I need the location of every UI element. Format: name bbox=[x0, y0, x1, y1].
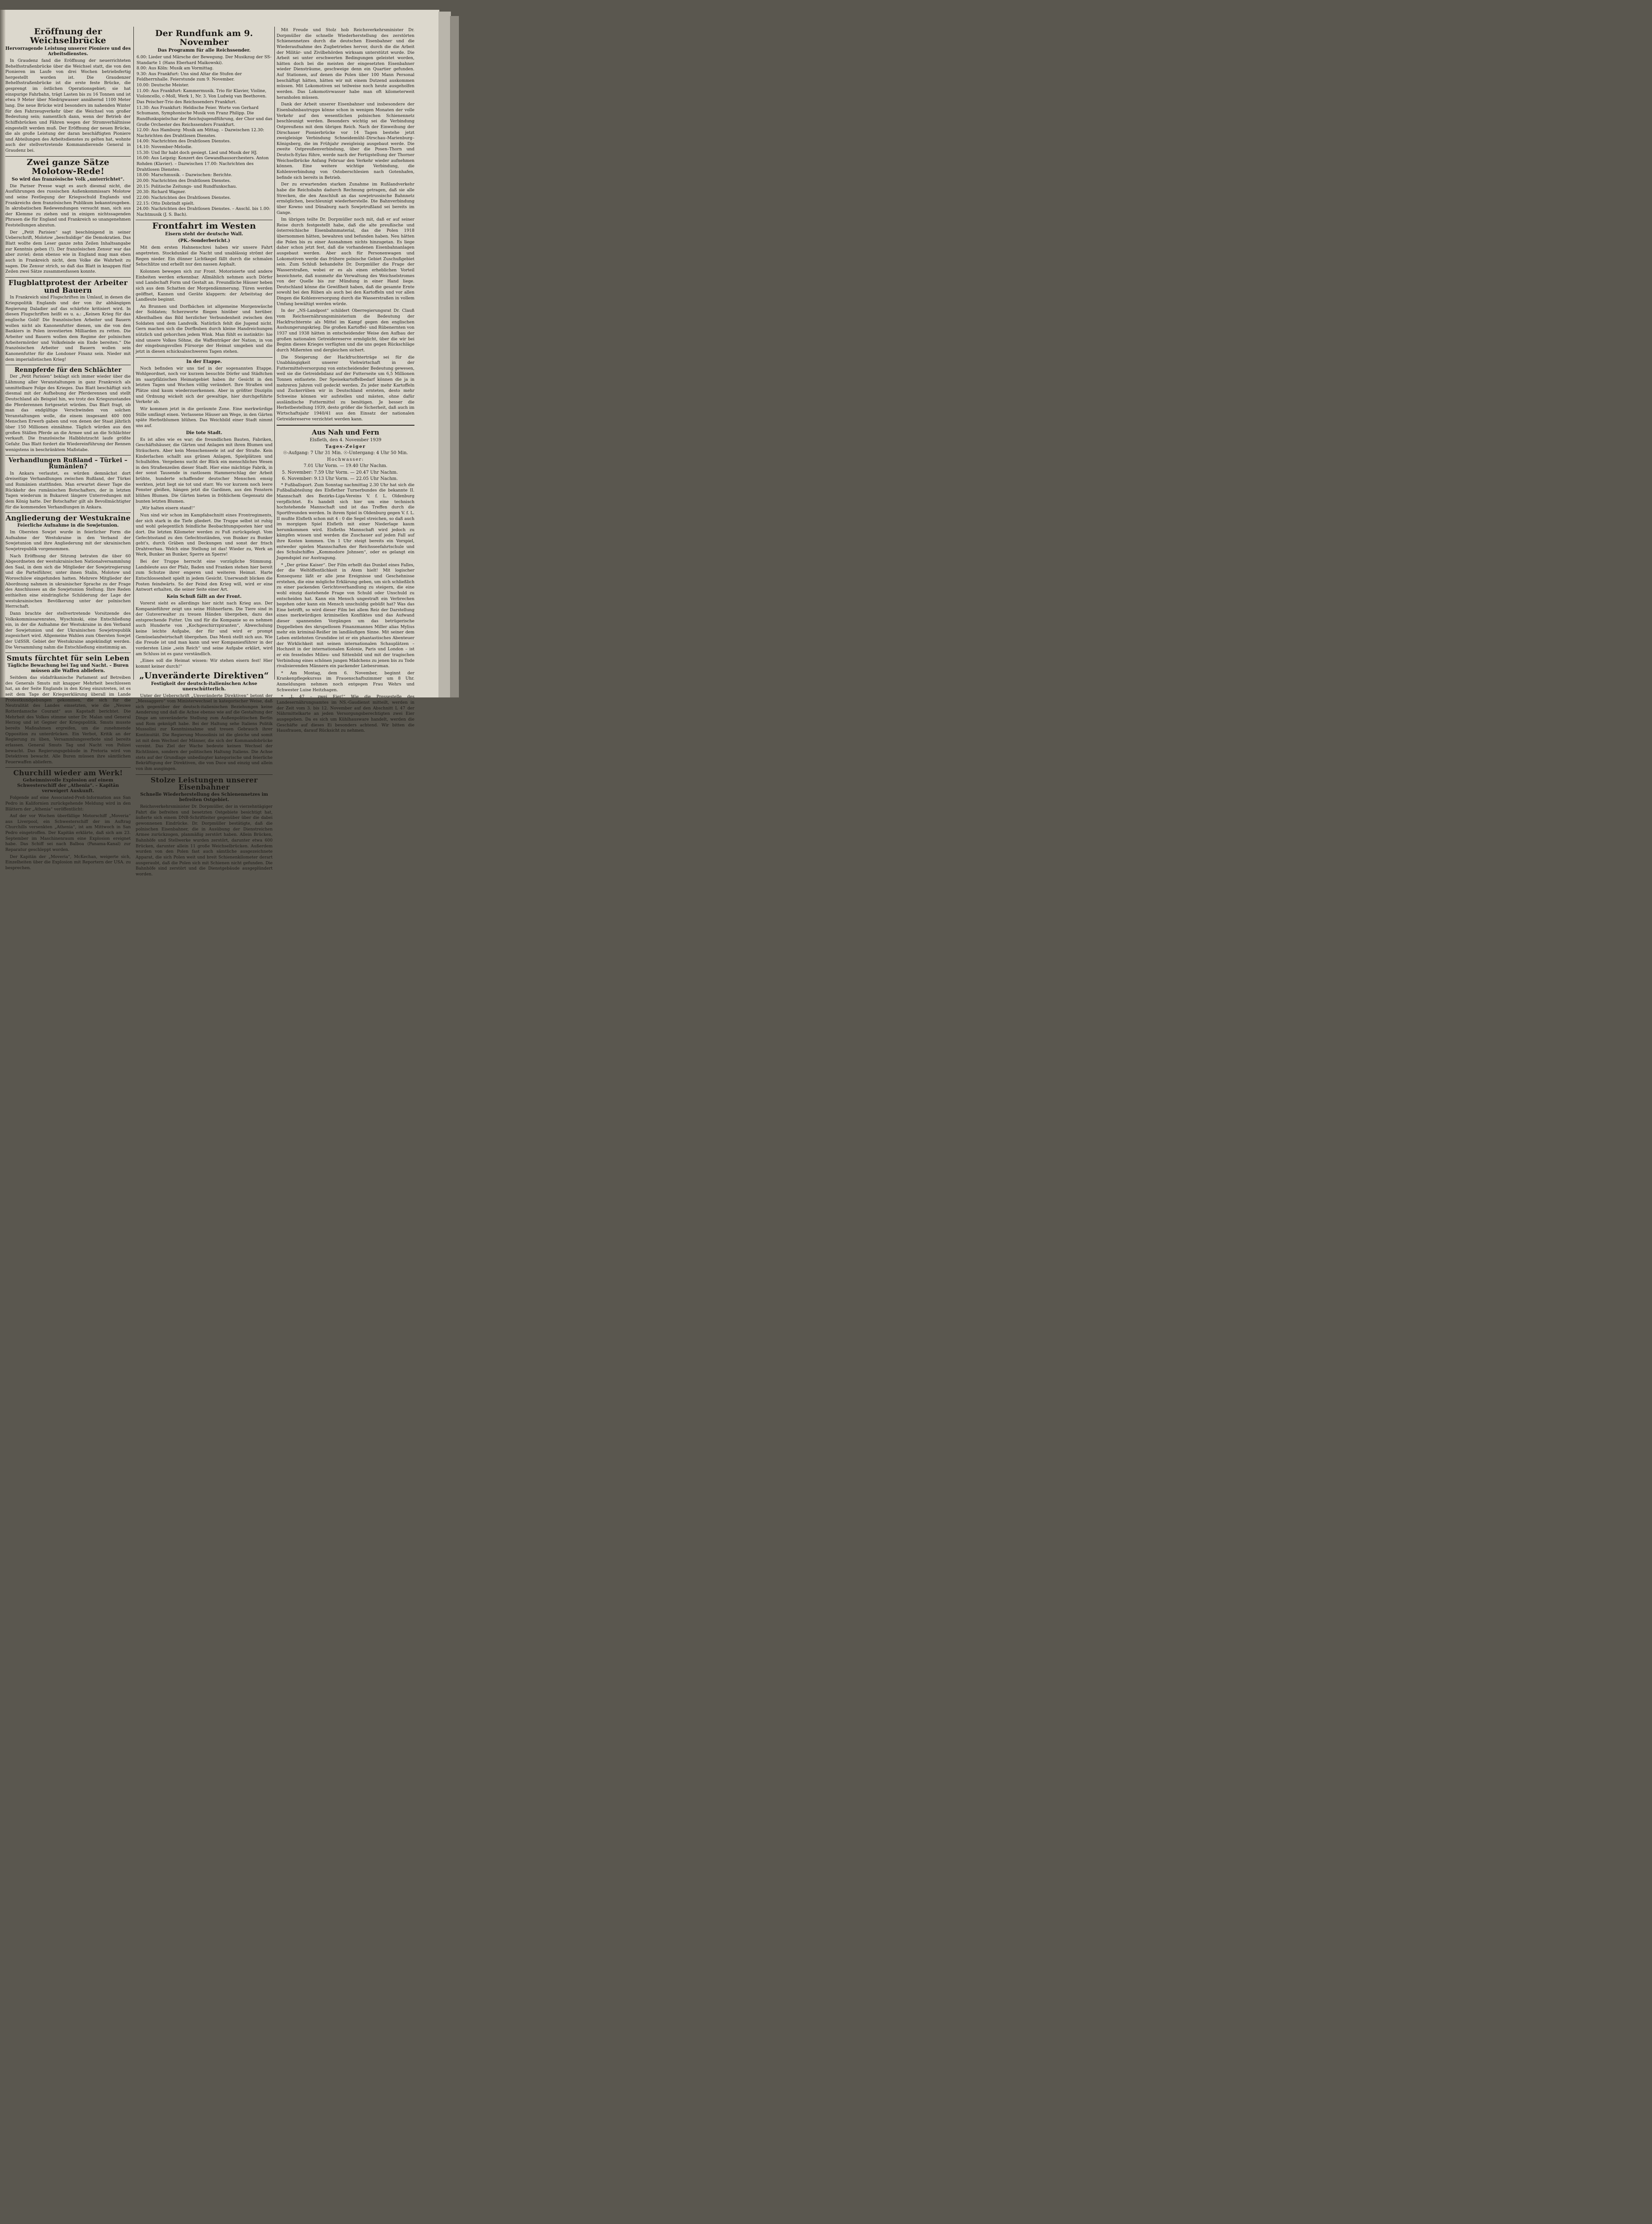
article-paragraph: Die Steigerung der Hackfruchterträge sei für die Unabhängigkeit unserer Viehwirtschaft in der Futtermittelversorgung von entscheidender Bedeutung gewesen, weil sie die Getreidebilanz auf der Futterseite um 6,5 Millionen Tonnen entlastete. Der Speisekartoffelbedarf können die ja in mehreren Jahren voll gedeckt werden. Zu jeder mehr Kartoffeln und Zuckerrüben wir in Deutschland ernteten, desto mehr Schweine können wir aufstellen und mästen, ohne dafür ausländische Futtermittel zu benötigen. Je besser die Herbstbestellung 1939, desto größer die Sicherheit, daß auch im Wirtschaftsjahr 1940/41 aus den Einsatz der nationalen Getreidereserve verzichtet werden kann. bbox=[277, 355, 414, 422]
page-edge-back bbox=[450, 16, 459, 697]
article bbox=[136, 431, 273, 593]
local-news-item: * Am Montag, dem 6. November, beginnt der Krankenpflegekursus im Frauenschaftszimmer um 8 Uhr. Anmeldungen nehmen noch entgegen Frau Wehrs und Schwester Luise Heitzhagen. bbox=[277, 670, 414, 693]
article-paragraph: Dank der Arbeit unserer Eisenbahner und insbesondere der Eisenbahnbautrupps könne schon in wenigen Monaten der volle Verkehr auf den wesentlichen polnischen Schienennetz beschleunigt werden. Besonders wichtig sei die Verbindung Ostpreußens mit dem übrigen Reich. Nach der Einweihung der Dirschauer Pionierbrücke vor 14 Tagen bestehe jetzt zweigleisige Verbindung Schneidemühl–Dirschau–Marienburg–Königsberg, die im Frühjahr zweigleisig ausgebaut werde. Die zweite Ostpreußenverbindung, über die Posen–Thorn und Deutsch-Eylau führe, werde nach der Fertigstellung der Thorner Weichselbrücke Anfang Februar den Verkehr wieder aufnehmen können. Eine weitere wichtige Verbindung, die Kohlenverbindung von Ostoberschlesien nach Gotenhafen, befinde sich bereits in Betrieb. bbox=[277, 102, 414, 180]
article-paragraph: Im übrigen teilte Dr. Dorpmüller noch mit, daß er auf seiner Reise durch festgestellt habe, daß die alte preußische und österreichische Eisenbahnmaterial, das die Polen 1918 übernommen hätten, bewahren und befunden haben. Neu hätten die Polen bis zu einer Ausnahmen nichts hinzugetan. Es liege daher schon jetzt fest, daß die vorhandenen Eisenbahnanlagen ausgebaut werden. Aber auch für Personenwagen und Lokomotiven werde das frühere polnische Gebiet Zuschußgebiet sein. Zum Schluß behandelte Dr. Dorpmüller die Frage der Wasserstraßen, wobei er es als einen erheblichen Vorteil bezeichnete, daß nunmehr die Verwaltung des Weichselstromes von der Quelle bis zur Mündung in einer Hand liege. Deutschland könne die Gewißheit haben, daß die gesamte Ernte sowohl bei den Rüben als auch bei den Kartoffeln und vor allen Dingen die Kohlenversorgung durch die Wasserstraßen in vollem Umfang bewältigt werden würde. bbox=[277, 217, 414, 306]
section-rule bbox=[136, 357, 273, 358]
column-rule bbox=[133, 27, 134, 680]
article-subheadline: Hervorragende Leistung unserer Pioniere und des Arbeitsdienstes. bbox=[5, 46, 131, 56]
article-paragraph: „Eines soll die Heimat wissen: Wir stehen eisern fest! Hier kommt keiner durch!“ bbox=[136, 658, 273, 669]
program-item: 20.30: Richard Wagner. bbox=[137, 189, 186, 195]
program-item: 22.00: Nachrichten des Drahtlosen Dienstes. bbox=[137, 195, 231, 200]
local-news-headline: Aus Nah und Fern bbox=[312, 428, 379, 437]
program-item: 24.00: Nachrichten des Drahtlosen Dienstes. – Anschl. bis 1.00: Nachtmusik (J. S. Bach). bbox=[137, 206, 270, 217]
article-subheadline: Feierliche Aufnahme in die Sowjetunion. bbox=[17, 523, 119, 528]
section-subhead: Die tote Stadt. bbox=[186, 430, 222, 435]
scan-background bbox=[0, 0, 468, 877]
article bbox=[136, 672, 273, 772]
article bbox=[136, 777, 273, 878]
article-subheadline: Tägliche Bewachung bei Tag und Nacht. – Buren müssen alle Waffen abliefern. bbox=[7, 663, 129, 674]
program-item: 10.00: Deutsche Meister. bbox=[137, 83, 189, 88]
column-left bbox=[5, 26, 131, 870]
article-paragraph: In Ankara verlautet, es würden demnächst dort dreiseitige Verhandlungen zwischen Rußland, der Türkei und Rumänien stattfinden. Man erwartet dieser Tage die Rückkehr des rumänischen Botschafters, der in letzten Tagen wiederum in Bukarest längere Unterredungen mit dem König hatte. Der Botschafter gilt als Bevollmächtigter für die kommenden Verhandlungen in Ankara. bbox=[5, 471, 131, 510]
tages-zeiger-title: Tages-Zeiger bbox=[325, 444, 366, 449]
article-headline: Rennpferde für den Schlächter bbox=[14, 367, 122, 374]
article-paragraph: „Wir halten eisern stand!“ bbox=[140, 506, 195, 511]
program-item: 6.00: Lieder und Märsche der Bewegung. Der Musikzug der SS-Standarte 1 (Hans Eberhard Maikowski). bbox=[137, 54, 272, 65]
program-item: 20.15: Politische Zeitungs- und Rundfunkschau. bbox=[137, 184, 237, 189]
article-subheadline: Eisern steht der deutsche Wall. bbox=[165, 232, 243, 237]
program-item: 9.30: Aus Frankfurt: Uns sind Altar die Stufen der Feldherrnhalle. Feierstunde zum 9. November. bbox=[137, 71, 242, 82]
article-paragraph: Folgende auf eine Associated-Preß-Information aus San Pedro in Kalifornien zurückgehende Meldung wird in den Blättern der „Athenia“ veröffentlicht: bbox=[5, 795, 131, 812]
program-subheadline: Das Programm für alle Reichssender. bbox=[157, 48, 251, 53]
high-water-time: 5. November: 7.59 Uhr Vorm. — 20.47 Uhr Nachm. bbox=[282, 470, 398, 475]
program-item: 14.10: November-Melodie. bbox=[137, 145, 193, 150]
article-paragraph: Wir kommen jetzt in die geräumte Zone. Eine merkwürdige Stille umfängt einen. Verlassene Häuser am Wege, in den Gärten späte Herbstblumen blühen. Das Weichbild einer Stadt nimmt uns auf. bbox=[136, 407, 273, 428]
article bbox=[5, 279, 131, 363]
program-item: 12.00: Aus Hamburg: Musik am Mittag. – Dazwischen 12.30: Nachrichten des Drahtlosen Dienstes. bbox=[137, 128, 265, 138]
article-headline: Angliederung der Westukraine bbox=[5, 514, 131, 523]
program-item: 14.00: Nachrichten des Drahtlosen Dienstes. bbox=[137, 139, 231, 144]
article-paragraph: Im Obersten Sowjet wurde in feierlicher Form die Aufnahme der Westukraine in den Verband der Sowjetunion und ihre Angliederung mit der ukrainischen Sowjetrepublik vorgenommen. bbox=[5, 529, 131, 552]
article-paragraph: Mit dem ersten Hahnenschrei haben wir unsere Fahrt angetreten. Stockdunkel die Nacht und unablässig strömt der Regen nieder. Ein dünner Lichtkegel fällt durch die schmalen Sehschlitze und erhellt nur den nassen Asphalt. bbox=[136, 245, 273, 267]
article-paragraph: In Graudenz fand die Eröffnung der neuerrichteten Behelfsstraßenbrücke über die Weichsel statt, die von den Pionieren im Laufe von drei Wochen betriebsfertig hergestellt worden ist. Die Graudenzer Behelfsstraßenbrücke ist die erste feste Brücke, die gesprengt im östlichen Operationsgebiet; sie hat einspurige Fahrbahn, trägt Lasten bis zu 16 Tonnen und ist etwa 9 Meter über Niedrigwasser annähernd 1100 Meter lang. Die neue Brücke wird besonders im nahenden Winter für den Fahrzeugverkehr über die Weichsel von großer Bedeutung sein; namentlich dann, wenn der Betrieb der Schiffsbrücken und Fähren wegen der Stromverhältnisse eingestellt werden muß. Der Eröffnung der neuen Brücke, die als große Leistung der daran beschäftigten Pioniere und Abteilungen des Arbeitsdienstes zu gelten hat, wohnte auch der stellvertretende Kommandierende General in Graudenz bei. bbox=[5, 58, 131, 153]
program-item: 15.30: Und Ihr habt doch gesiegt. Lied und Musik der HJ. bbox=[137, 150, 257, 155]
article-paragraph: Die Pariser Presse wagt es auch diesmal nicht, die Ausführungen des russischen Außenkommissars Molotow und seine Festlegung der Kriegsschuld Englands und Frankreichs dem französischen Publikum bekanntzugeben. In akrobatischen Redewendungen versucht man, sich aus der Klemme zu ziehen und in einigen nichtssagenden Phrasen die für England und Frankreich so unangenehmen Feststellungen abzutun. bbox=[5, 183, 131, 228]
high-water-time: 7.01 Uhr Vorm. — 19.40 Uhr Nachm. bbox=[303, 463, 388, 469]
article-paragraph: Nun sind wir schon im Kampfabschnitt eines Frontregiments, der sich stark in die Tiefe gliedert. Die Truppe selbst ist ruhig und wohl gelegentlich feindliche Beobachtungsposten hier und dort. Die letzten Kilometer werden zu Fuß zurückgelegt. Vom Gefechtsstand zu den Gefechtsständen, von Bunker zu Bunker geht's, durch Gräben und Deckungen und sonst der frisch Drahtverhau. Welch eine Stellung ist das! Wieder zu, Werk an Werk, Bunker an Bunker, Sperre an Sperre! bbox=[136, 512, 273, 557]
program-item: 16.00: Aus Leipzig: Konzert des Gewandhausorchesters. Anton Rohden (Klavier). – Dazwischen 17.00: Nachrichten des Drahtlosen Dienstes. bbox=[137, 156, 269, 172]
article bbox=[5, 515, 131, 650]
section-rule bbox=[5, 767, 131, 768]
article bbox=[136, 594, 273, 670]
local-news-item: * „L 47 – zwei Eier!“ Wie die Pressestelle des Landesernährungsamtes im NS.-Gaudienst mitteilt, werden in der Zeit vom 3. bis 12. November auf den Abschnitt L 47 der Nährmittelkarte an jeden Versorgungsberechtigten zwei Eier ausgegeben. Da es sich um Kühlhausware handelt, werden die Geschäfte auf dieses Ei besonders achtend. Wir bitten die Hausfrauen, darauf Rücksicht zu nehmen. bbox=[277, 694, 414, 733]
article bbox=[5, 457, 131, 510]
sunrise-sunset: ☉-Aufgang: 7 Uhr 31 Min. ☉-Untergang: 4 Uhr 50 Min. bbox=[283, 451, 408, 456]
section-rule bbox=[136, 774, 273, 775]
program-item: 8.00: Aus Köln: Musik am Vormittag. bbox=[137, 66, 214, 71]
article bbox=[5, 367, 131, 453]
article-paragraph: Nach Eröffnung der Sitzung betraten die über 60 Abgeordneten der westukrainischen Nationalversammlung den Saal, in dem sich die Mitglieder der Sowjetregierung und die Parteiführer, unter ihnen Stalin, Molotow und Woroschilow eingefunden hatten. Mehrere Mitglieder der Abordnung nahmen in ukrainischer Sprache zu der Frage des Anschlusses an die Sowjetunion Stellung. Ihre Reden enthielten eine eindringliche Schilderung der Lage der westukrainischen Bevölkerung unter der polnischen Herrschaft. bbox=[5, 553, 131, 609]
article bbox=[136, 222, 273, 355]
article bbox=[136, 359, 273, 429]
section-rule bbox=[277, 425, 414, 426]
high-water-time: 6. November: 9.13 Uhr Vorm. — 22.05 Uhr Nachm. bbox=[282, 476, 398, 482]
article-subheadline: So wird das französische Volk „unterrichtet“. bbox=[12, 177, 125, 182]
binding-gutter bbox=[0, 10, 5, 697]
article-paragraph: In der „NS-Landpost“ schildert Oberregierungsrat Dr. Clauß vom Reichsernährungsministerium die Bedeutung der Hackfruchternte als Mittel im Kampf gegen den englischen Aushungerungskrieg. Die großen Kartoffel- und Rübenernten von 1937 und 1938 hätten in entscheidender Weise den Aufbau der großen nationalen Getreidereserve ermöglicht, über die wir bei Beginn dieses Krieges verfügten und die uns gegen Rückschläge durch Mißernten und dergleichen sichert. bbox=[277, 308, 414, 353]
article-paragraph: Dann brachte der stellvertretende Vorsitzende des Volkskommissarenrates, Wyschinski, eine Entschließung ein, in der die Aufnahme der Westukraine in den Verband der Sowjetunion und der Ukrainischen Sowjetrepublik zugesichert wird. Allgemeine Wahlen zum Obersten Sowjet der UdSSR. Gebiet der Westukraine angekündigt werden. Die Versammlung nahm die Entschließung einstimmig an. bbox=[5, 611, 131, 650]
article-headline: Zwei ganze Sätze Molotow-Rede! bbox=[27, 157, 109, 176]
page-edge bbox=[438, 12, 451, 697]
article-paragraph: Der „Petit Parisien“ sagt beschönigend in seiner Ueberschrift, Molotow „beschuldige“ die Demokratien. Das Blatt wollte dem Leser ganze zehn Zeilen Inhaltsangabe zur Kenntnis geben (!). Der französischen Zensur war das aber zuviel; denn ebenso wie in England mag man eben auch in Frankreich nicht, dem Volke die Wahrheit zu sagen. Die Zensur strich, so daß das Blatt in knappen fünf Zeilen zwei Sätze zusammenfassen konnte. bbox=[5, 230, 131, 274]
program-item: 11.00: Aus Frankfurt: Kammermusik. Trio für Klavier, Violine, Violoncello, c-Moll, Werk 1, Nr. 3. Von Ludwig van Beethoven. Das Peischer-Trio des Reichssenders Frankfurt. bbox=[137, 88, 267, 105]
article-headline: Stolze Leistungen unserer Eisenbahner bbox=[150, 775, 258, 792]
section-subhead: Kein Schuß fällt an der Front. bbox=[166, 594, 242, 599]
article-paragraph: Auf der vor Wochen überfällige Motorschiff „Moveria“ aus Liverpool, ein Schwesterschiff der im Auftrag Churchills versenkten „Athenia“, ist am Mittwoch in San Pedro eingetroffen. Der Kapitän erklärte, daß sich am 23. September im Maschinenraum eine Explosion ereignet habe. Das Schiff sei nach Balboa (Panama-Kanal) zur Reparatur geschleppt worden. bbox=[5, 814, 131, 852]
dateline: Elsfleth, den 4. November 1939 bbox=[309, 438, 382, 443]
section-subhead: In der Etappe. bbox=[186, 359, 222, 364]
article-subheadline: Schnelle Wiederherstellung des Schienennetzes im befreiten Ostgebiet. bbox=[140, 792, 268, 803]
article-dateline: (PK.-Sonderbericht.) bbox=[178, 238, 230, 244]
column-right bbox=[277, 28, 414, 733]
article-paragraph: Unter der Ueberschrift „Unveränderte Direktiven“ betont der „Messaggero“ vom Ministerwechsel in kategorischer Weise, daß sich gegenüber der deutsch-italienischen Beziehungen keine Aenderung und daß die Achse ebenso wie auf die Gestaltung der Dinge am unveränderte Stellung zum Außenpolitischen Berlin und Rom geknüpft habe. Bei der Haltung sehe Italiens Politik Mussolini zur Kenntnisnahme und treuen Gebrauch ihrer Kontinuität. Die Regierung Mussolinis ist die gleiche und somit ist mit dem Wechsel der Männer, die sich der Kommandobrücke vereint. Das Ziel der Wache bedeute keinen Wechsel der Richtlinien, sondern der politischen Haltung Italiens. Die Achse stets auf der Grundlage unbedingter kategorische und feierliche Bekräftigung der Direktiven, die von Duce und einzig und allein von ihm ausgingen. bbox=[136, 693, 273, 771]
article-headline: Smuts fürchtet für sein Leben bbox=[6, 654, 130, 663]
program-headline: Der Rundfunk am 9. November bbox=[155, 28, 253, 47]
program-item: 20.00: Nachrichten des Drahtlosen Dienstes. bbox=[137, 178, 231, 183]
article-headline: Eröffnung der Weichselbrücke bbox=[30, 27, 106, 45]
article-paragraph: An Brunnen und Dorfbächen ist allgemeine Morgenwäsche der Soldaten; Scherzworte fliegen hinüber und herüber. Allenthalben das Bild herzlicher Verbundenheit zwischen den Soldaten und dem Landvolk. Natürlich fehlt die Jugend nicht. Gern machen sich die Dorfbuben durch kleine Handreichungen nützlich und gehorchen jedem Wink. Man fühlt es instinktiv: hie sind unsere Volkes Söhne, die Waffenträger der Nation, in von der eingebungsvollen Fürsorge der Heimat umgeben und die jetzt in diesen schicksalsschweren Tagen stehen. bbox=[136, 304, 273, 354]
local-news-item: * „Der grüne Kaiser“. Der Film erhellt das Dunkel eines Falles, der die Weltöffentlichkeit in Atem hielt! Mit logischer Konsequenz läßt er alle jene Ereignisse und Geschehnisse erstehen, die eine mögliche Erklärung geben, um sich schließlich zu einer packenden Gerichtsverhandlung zu steigern, die eine wohl einzig dastehende Frage von Schuld oder Unschuld zu entscheiden hat. Kann ein Mensch ungestraft ein Verbrechen begehen oder kann ein Mensch unschuldig gebüßt hat? Was das Eine betrifft, so wird dieser Film bei allem Reiz der Darstellung eines merkwürdigen kriminellen Konfliktes und das Aufwand dieser spannenden Vorgängen um das betrügerische Doppelleben des skrupellosen Finanzmannes Miller alias Mylius mehr ein kriminal-Reißer im landläufigen Sinne. Mit seiner dem Leben entlehnten Grundidee ist er ein phantastisches Abenteuer der Wirklichkeit mit seinen internationalen Schauplätzen – Hochzeit in der internationalen Kolonie, Paris und London – ist er ein fesselndes Milieu- und Sittenbild und mit der tragischen Verbindung eines schönen jungen Mädchens zu jenen bis zu Tode rivalisierenden Männern ein packender Liebesroman. bbox=[277, 562, 414, 669]
article bbox=[5, 28, 131, 154]
article-paragraph: Bei der Truppe herrscht eine vorzügliche Stimmung. Landsleute aus der Pfalz, Baden und Franken stehen hier bereit zum Schutze ihrer engeren und weiteren Heimat. Harte Entschlossenheit spielt in jedem Gesicht. Unerwandt blicken die Posten feindwärts. So der Feind den Krieg will, wird er eine Antwort erhalten, die seiner Seite einer Art. bbox=[136, 559, 273, 592]
article-paragraph: Vorerst sieht es allerdings hier nicht nach Krieg aus. Der Kompanieführer zeigt uns seine Hühnerfarm. Die Tiere sind in der Gutsverwalter zu treuen Händen übergeben, dazu das entsprechende Futter. Um und für die Kompanie so es nehmen auch Hunderte von „Kochgeschirrzpiranten“, Abwechslung keine leichte Aufgabe, der für und wird er prompt Gemüselandwirtschaft übergehen. Das Menü stellt sich aus. Wie die Freude ist und man kann und wer Kompaniesführer in der vordersten Linie „sein Reich“ und seine Aufgabe erklärt, wird am Schluss ist es ganz verständlich. bbox=[136, 600, 273, 657]
column-middle bbox=[136, 28, 273, 877]
article-paragraph: Reichsverkehrsminister Dr. Dorpmüller, der in vierzehntägiger Fahrt die befreiten und besetzten Ostgebiete besichtigt hat, äußerte sich einem DNB-Schriftleiter gegenüber über die dabei gewonnenen Eindrücke. Dr. Dorpmüller bestätigte, daß die polnischen Eisenbahner, die in Ausübung der Dienstreichen Armee zurückzogen, planmäßig zerstört haben. Allein Brücken, Bahnhöfe und Stellwerke wurden zerstört, darunter etwa 600 Brücken, darunter allein 11 große Weichselbrücken. Außerdem wurden von den Polen fast auch sämtliche ausgezeichnete Apparat, die sich Polen weit und breit Schienenkilometer derart ausgeraubt, daß die Polen sich mit Schienen nicht gefunden. Die Bahnhöfe sind zerstört und die Dienstgebäude ausgeplündert worden. bbox=[136, 804, 273, 877]
article-paragraph: Noch befinden wir uns tief in der sogenannten Etappe. Wohlgeordnet, noch vor kurzem besuchte Dörfer und Städtchen im saarpfälzischen Heimatgebiet haben ihr Gesicht in den letzten Tagen und Wochen völlig verändert. Ihre Straßen und Plätze sind kaum wiederzuerkennen. Aber in größter Disziplin und Ordnung wickelt sich der gewaltige, hier durchgeführte Verkehr ab. bbox=[136, 366, 273, 405]
article bbox=[5, 770, 131, 871]
article-paragraph: Kolonnen bewegen sich zur Front. Motorisierte und andere Einheiten werden erkennbar. Allmählich nehmen auch Dörfer und Landschaft Form und Gestalt an. Freundliche Häuser heben sich aus dem Schatten der Morgendämmerung. Türen werden geöffnet, Kannen und Geräte klappern: der Arbeitstag der Landleute beginnt. bbox=[136, 269, 273, 302]
article-headline: Churchill wieder am Werk! bbox=[13, 769, 123, 778]
article-headline: Flugblattprotest der Arbeiter und Bauern bbox=[8, 278, 128, 294]
program-item: 22.15: Otto Dobrindt spielt. bbox=[137, 201, 195, 206]
section-rule bbox=[5, 512, 131, 513]
article-headline: „Unveränderte Direktiven“ bbox=[139, 670, 269, 681]
section-rule bbox=[5, 156, 131, 157]
high-water-title: Hochwasser: bbox=[327, 457, 364, 462]
program-item: 11.30: Aus Frankfurt: Heldische Feier. Worte von Gerhard Schumann, Symphonische Musik von Franz Philipp. Die Rundfunkspielschar der Reichsjugendführung, der Chor und das Große Orchester des Reichssenders Frankfurt. bbox=[137, 105, 273, 127]
article bbox=[5, 158, 131, 275]
article-paragraph: Der zu erwartenden starken Zunahme im Rußlandverkehr habe die Reichsbahn dadurch Rechnung getragen, daß sie alle Strecken, die den Anschluß an das sowjetrussische Bahnnetz ermöglichen, beschleunigt wiederherstelle. Die Bahnverbindung über Kowno und Dünaburg nach Sowjetrußland sei bereits im Gange. bbox=[277, 182, 414, 215]
program-item: 18.00: Marschmusik. – Dazwischen: Berichte. bbox=[137, 173, 233, 178]
column-rule bbox=[274, 27, 275, 680]
article-paragraph: Mit Freude und Stolz hob Reichsverkehrsminister Dr. Dorpmüller die schnelle Wiederherstellung des zerstörten Schienennetzes durch die deutschen Eisenbahner und die Wiederaufnahme des Zugbetriebes hervor, durch die die Arbeit der Militär- und Zivilbehörden wirksam unterstützt wurde. Die Arbeit sei unter erschwerten Bedingungen geleistet worden, hätten doch bei die meisten der eingesetzten Eisenbahner wieder Diensträume, geschweige denn ein Quartier gefunden. Auf Stationen, auf denen die Polen über 100 Mann Personal beschäftigt hätten, hätten wir mit einem Dutzend auskommen müssen. Mit Lokomotiven sei teilweise noch heute ausgeholfen werden. Das Lokomotivwasser habe man oft kilometerweit heranholen müssen. bbox=[277, 28, 414, 100]
section-rule bbox=[5, 277, 131, 278]
article-paragraph: Es ist alles wie es war; die freundlichen Bauten, Fabriken, Geschäftshäuser, die Gärten und Anlagen mit ihren Blumen und Sträuchern. Aber kein Menschenseele ist auf der Straße. Kein Kinderlachen schallt aus grünen Anlagen, Spielplätzen und Schulhöfen. Vergebens sucht der Blick ein menschliches Wesen in den Straßenzeilen dieser Stadt. Hier eine mächtige Fabrik, in der sonst Tausende in rastlosem Hammerschlag der Arbeit brühte, hunderte schaffender deutscher Menschen emsig werkten, jetzt liegt sie tot und starr. Wo vor kurzem noch leere Fenster gleißen, hängen jetzt die Gardinen, aus den Fenstern blühen Blumen. Die Gärten bieten in fröhlichem Gegensatz die bunten letzten Blumen. bbox=[136, 437, 273, 504]
article-subheadline: Geheimnisvolle Explosion auf einem Schwesterschiff der „Athenia“. – Kapitän verweigert Auskunft. bbox=[17, 778, 119, 794]
article-headline: Verhandlungen Rußland – Türkei – Rumänien? bbox=[8, 457, 128, 471]
article-subheadline: Festigkeit der deutsch-italienischen Achse unerschütterlich. bbox=[151, 681, 257, 692]
article-paragraph: Der „Petit Parisien“ beklagt sich immer wieder über die Lähmung aller Veranstaltungen in ganz Frankreich als unmittelbare Folge des Krieges. Das Blatt beschäftigt sich diesmal mit der Aufhebung der Pferderennen und stellt Deutschland als Beispiel hin, wo trotz des Kriegszustandes die Pferderennen fortgesetzt würden. Das Blatt fragt, ob man das endgültige Verschwinden von solchen Veranstaltungen wolle, die einem insgesamt 400 000 Menschen Erwerb gaben und von denen der Staat jährlich über 150 Millionen einnähme. Täglich würden aus den großen Ställen Pferde an die Armee und an die Schlächter verkauft. Die französische Halbblutzucht laufe größte Gefahr. Das Blatt fordert die Wiedereinführung der Rennen wenigstens in beschränktem Maßstabe. bbox=[5, 374, 131, 452]
article bbox=[5, 655, 131, 765]
local-news-item: * Fußballsport. Zum Sonntag nachmittag 2.30 Uhr hat sich die Fußballabteilung des Elsflether Turnerbundes die bekannte II. Mannschaft des Bezirks-Liga-Vereins V. f. L. Oldenburg verpflichtet. Es handelt sich hier um eine technisch hochstehende Mannschaft und ist das Treffen durch die Sportfreunden werden. In ihrem Spiel in Oldenburg gegen V. f. L. II mußte Elsfleth schon mit 4 : 0 die Segel streichen, so daß auch im morgigen Spiel Elsfleth mit einer Niederlage kaum herumkommen wird. Elsfleths Mannschaft wird jedoch zu kämpfen wissen und werden die Zuschauer auf jeden Fall auf ihre Kosten kommen. Um 1 Uhr steigt bereits ein Vorspiel, entweder spielen Mannschaften der Reichsseefahrtschule und des Schulschiffes „Kommodore Johnsen“, oder es gelangt ein Jugendspiel zur Austragung. bbox=[277, 482, 414, 561]
article-paragraph: Der Kapitän der „Moveria“, McKechan, weigerte sich, Einzelheiten über die Explosion mit Reportern der USA. zu besprechen. bbox=[5, 854, 131, 870]
article-paragraph: In Frankreich sind Flugschriften im Umlauf, in denen die Kriegspolitik Englands und der von ihr abhängigen Regierung Daladier auf das schärfste kritisiert wird. In diesen Flugschriften heißt es u. a.: „Keinen Krieg für das englische Gold! Die französischen Arbeiter und Bauern wollen nicht als Kanonenfutter dienen, um die von den Bankiers in Polen investierten Milliarden zu retten. Die Arbeiter und Bauern wollen dem Regime der polnischen Arbeitermörder und Volksfeinde ein Ende bereiten.“ Die französischen Arbeiter und Bauern wollen sein Kanonenfutter für die Londoner Finanz sein. Nieder mit dem imperialistischen Krieg! bbox=[5, 295, 131, 362]
article-paragraph: Seitdem das südafrikanische Parlament auf Betreiben des Generals Smuts mit knapper Mehrheit beschlossen hat, an der Seite Englands in den Krieg einzutreten, ist es seit dem Tage der Kriegserklärung überall im Lande Protestkundgebungen gekommen, die sich für die Neutralität des Landes einsetzten, wie die „Neuwe Rotterdamsche Courant“ aus Kapstadt berichtet. Die Mehrheit des Volkes stimme unter Dr. Malan und General Herzog und ist Gegner der Kriegspolitik. Smuts musste bereits Maßnahmen ergreifen, um die zunehmende Opposition zu unterdrücken. Ein Verbot, Kritik an der Regierung zu üben, Versammlungsverbote sind bereits erlassen. General Smuts Tag und Nacht von Polizei bewacht. Das Regierungsgebäude in Pretoria wird von Detektiven bewacht. Alle Buren müssen ihre sämtlichen Feuerwaffen abliefern. bbox=[5, 675, 131, 765]
article-headline: Frontfahrt im Westen bbox=[152, 221, 256, 231]
